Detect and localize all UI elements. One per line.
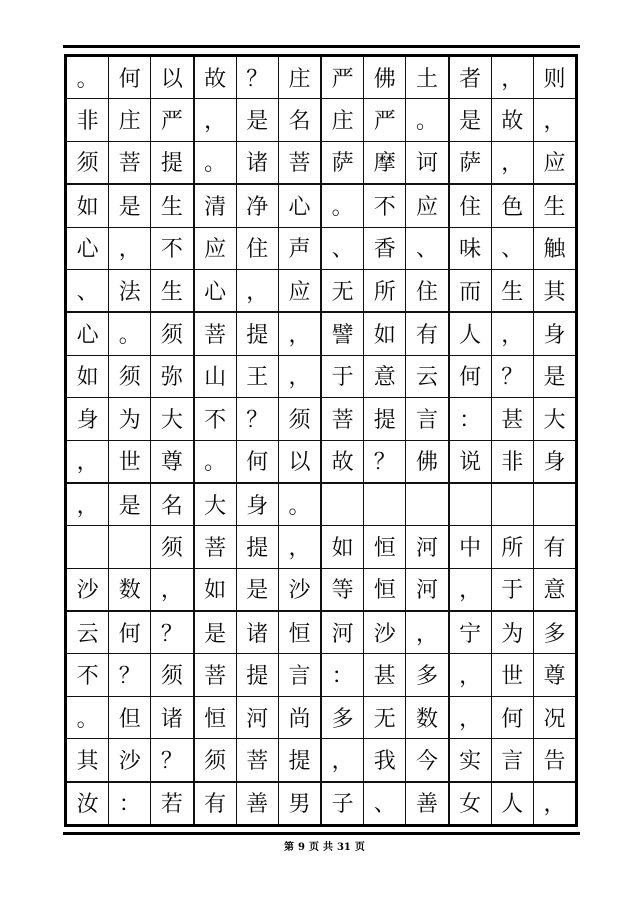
total-page-count: 31 xyxy=(336,842,351,853)
grid-cell: 言 xyxy=(492,739,534,780)
grid-cell: 多 xyxy=(322,697,364,738)
grid-cell: 身 xyxy=(237,484,279,525)
grid-cell: 何 xyxy=(109,57,151,98)
grid-cell: 河 xyxy=(237,697,279,738)
grid-cell: 是 xyxy=(195,612,237,653)
grid-cell-empty xyxy=(450,484,492,525)
grid-cell: 但 xyxy=(109,697,151,738)
grid-cell: ， xyxy=(67,441,109,482)
grid-cell: 庄 xyxy=(279,57,322,98)
grid-cell: 故 xyxy=(195,57,237,98)
grid-cell: 沙 xyxy=(364,612,406,653)
grid-cell: 严 xyxy=(151,99,194,140)
grid-cell: 生 xyxy=(151,270,194,311)
grid-cell: 沙 xyxy=(279,569,322,610)
grid-cell: 提 xyxy=(237,654,279,695)
grid-cell: 提 xyxy=(237,526,279,567)
grid-row xyxy=(67,313,575,355)
grid-cell: 以 xyxy=(151,57,194,98)
grid-cell: 云 xyxy=(406,356,449,397)
grid-cell: 、 xyxy=(364,783,406,824)
grid-cell: ， xyxy=(450,569,492,610)
grid-row xyxy=(67,654,575,696)
grid-cell: 。 xyxy=(67,697,109,738)
grid-cell: 。 xyxy=(67,57,109,98)
grid-cell: 如 xyxy=(195,569,237,610)
grid-cell: 意 xyxy=(543,578,566,604)
current-page-number: 9 xyxy=(298,842,305,853)
grid-cell: ， xyxy=(543,792,566,818)
grid-cell: ？ xyxy=(237,57,279,98)
grid-row xyxy=(67,739,575,782)
grid-cell: 如 xyxy=(67,356,109,397)
grid-cell: 人 xyxy=(492,783,534,824)
grid-cell: 严 xyxy=(364,99,406,140)
grid-cell-empty xyxy=(364,484,406,525)
grid-cell: 声 xyxy=(279,228,322,269)
grid-cell: 多 xyxy=(406,654,449,695)
grid-cell: ？ xyxy=(109,654,151,695)
grid-row xyxy=(67,57,575,99)
grid-cell: 是 xyxy=(237,569,279,610)
grid-cell: 何 xyxy=(450,356,492,397)
grid-cell: ？ xyxy=(151,739,194,780)
grid-cell: 山 xyxy=(195,356,237,397)
grid-cell: 诃 xyxy=(406,142,449,183)
grid-cell: 须 xyxy=(109,356,151,397)
grid-cell: 菩 xyxy=(322,398,364,439)
grid-cell: 菩 xyxy=(195,526,237,567)
grid-cell: ？ xyxy=(151,612,194,653)
grid-cell: ， xyxy=(492,313,534,354)
grid-cell: 恒 xyxy=(364,569,406,610)
grid-cell: 应 xyxy=(195,228,237,269)
grid-cell: 恒 xyxy=(195,697,237,738)
grid-cell: 于 xyxy=(322,356,364,397)
grid-cell: 善 xyxy=(406,783,449,824)
grid-cell: 譬 xyxy=(322,313,364,354)
grid-cell: 不 xyxy=(195,398,237,439)
grid-cell-empty xyxy=(67,526,109,567)
grid-cell: 心 xyxy=(279,185,322,226)
grid-row xyxy=(67,612,575,654)
grid-cell: 土 xyxy=(406,57,449,98)
page-footer xyxy=(284,842,365,854)
grid-cell: ， xyxy=(279,313,322,354)
grid-cell: 心 xyxy=(195,270,237,311)
grid-cell: 须 xyxy=(279,398,322,439)
grid-cell: 今 xyxy=(406,739,449,780)
grid-cell: ， xyxy=(195,99,237,140)
grid-cell: 。 xyxy=(279,484,322,525)
grid-cell-empty xyxy=(322,484,364,525)
grid-cell: 言 xyxy=(406,398,449,439)
grid-cell: 不 xyxy=(151,228,194,269)
grid-cell-empty xyxy=(109,526,151,567)
footer-total-prefix: 共 xyxy=(322,842,333,853)
grid-cell: 不 xyxy=(364,185,406,226)
grid-cell: 触 xyxy=(543,237,566,263)
grid-cell: 若 xyxy=(151,783,194,824)
grid-cell: 为 xyxy=(492,612,534,653)
grid-cell: 实 xyxy=(450,739,492,780)
grid-cell: 尚 xyxy=(279,697,322,738)
grid-cell: 故 xyxy=(492,99,534,140)
grid-cell-empty xyxy=(406,484,449,525)
grid-cell: 诸 xyxy=(237,142,279,183)
grid-cell: 应 xyxy=(406,185,449,226)
grid-cell: 色 xyxy=(492,185,534,226)
grid-cell: 应 xyxy=(543,151,566,177)
grid-cell: 非 xyxy=(67,99,109,140)
grid-cell: 故 xyxy=(322,441,364,482)
grid-cell: 甚 xyxy=(364,654,406,695)
grid-cell: 所 xyxy=(364,270,406,311)
grid-row xyxy=(67,356,575,398)
grid-cell: 是 xyxy=(109,185,151,226)
grid-cell: 人 xyxy=(450,313,492,354)
footer-suffix: 页 xyxy=(354,842,365,853)
grid-cell: 生 xyxy=(492,270,534,311)
grid-cell: 尊 xyxy=(151,441,194,482)
grid-cell: 须 xyxy=(151,654,194,695)
grid-cell: 是 xyxy=(450,99,492,140)
grid-cell: 言 xyxy=(279,654,322,695)
grid-cell: 而 xyxy=(450,270,492,311)
grid-cell: ， xyxy=(151,569,194,610)
grid-cell: 无 xyxy=(322,270,364,311)
grid-cell: 提 xyxy=(364,398,406,439)
grid-cell: 世 xyxy=(109,441,151,482)
grid-cell: 河 xyxy=(322,612,364,653)
grid-cell: ， xyxy=(450,654,492,695)
grid-row xyxy=(67,270,575,313)
grid-cell: 尊 xyxy=(543,664,566,690)
grid-cell: 其 xyxy=(67,739,109,780)
grid-cell: ： xyxy=(322,654,364,695)
grid-cell: ？ xyxy=(364,441,406,482)
grid-cell: 男 xyxy=(279,783,322,824)
grid-cell: 世 xyxy=(492,654,534,695)
grid-cell: ， xyxy=(67,484,109,525)
grid-cell: 、 xyxy=(322,228,364,269)
grid-cell: 女 xyxy=(450,783,492,824)
grid-cell: 何 xyxy=(109,612,151,653)
grid-cell: 须 xyxy=(195,739,237,780)
grid-cell: 沙 xyxy=(109,739,151,780)
grid-cell: 提 xyxy=(151,142,194,183)
grid-cell: 如 xyxy=(322,526,364,567)
grid-cell: 说 xyxy=(450,441,492,482)
grid-cell: 、 xyxy=(67,270,109,311)
grid-row xyxy=(67,228,575,270)
grid-row xyxy=(67,697,575,739)
grid-cell: 菩 xyxy=(109,142,151,183)
grid-cell: 甚 xyxy=(492,398,534,439)
bottom-rule xyxy=(63,832,580,835)
grid-cell: ： xyxy=(109,783,151,824)
footer-prefix: 第 xyxy=(284,842,294,853)
grid-cell: 。 xyxy=(406,99,449,140)
grid-cell: 。 xyxy=(109,313,151,354)
grid-cell: 则 xyxy=(543,66,566,92)
grid-cell: 宁 xyxy=(450,612,492,653)
grid-cell: 生 xyxy=(151,185,194,226)
grid-cell: ， xyxy=(406,612,449,653)
grid-cell: 萨 xyxy=(450,142,492,183)
grid-cell: 佛 xyxy=(406,441,449,482)
grid-cell: 须 xyxy=(151,526,194,567)
grid-cell: 何 xyxy=(237,441,279,482)
grid-cell: 庄 xyxy=(109,99,151,140)
grid-cell: 者 xyxy=(450,57,492,98)
grid-row xyxy=(67,185,575,227)
grid-cell: 佛 xyxy=(364,57,406,98)
grid-cell: 名 xyxy=(151,484,194,525)
grid-cell: 大 xyxy=(195,484,237,525)
grid-cell: 恒 xyxy=(279,612,322,653)
top-rule xyxy=(63,45,580,48)
practice-grid xyxy=(64,54,578,827)
grid-cell: 王 xyxy=(237,356,279,397)
grid-cell: 菩 xyxy=(237,739,279,780)
grid-cell: 须 xyxy=(151,313,194,354)
grid-cell: 我 xyxy=(364,739,406,780)
grid-row xyxy=(67,569,575,612)
grid-cell: 诸 xyxy=(237,612,279,653)
grid-cell: 为 xyxy=(109,398,151,439)
grid-cell: 子 xyxy=(322,783,364,824)
grid-cell: 有 xyxy=(406,313,449,354)
grid-cell: 住 xyxy=(237,228,279,269)
grid-cell: 等 xyxy=(322,569,364,610)
grid-cell: 庄 xyxy=(322,99,364,140)
grid-cell: ， xyxy=(109,228,151,269)
grid-cell: ， xyxy=(237,270,279,311)
grid-cell: 须 xyxy=(67,142,109,183)
grid-cell: 何 xyxy=(492,697,534,738)
grid-cell: 是 xyxy=(543,365,566,391)
grid-cell-empty xyxy=(492,484,534,525)
grid-row xyxy=(67,526,575,568)
grid-row xyxy=(67,484,575,526)
grid-row xyxy=(67,441,575,484)
grid-cell: 身 xyxy=(67,398,109,439)
footer-page-label: 页 xyxy=(308,842,319,853)
grid-cell: 香 xyxy=(364,228,406,269)
grid-cell: 、 xyxy=(406,228,449,269)
grid-cell: 心 xyxy=(67,228,109,269)
grid-cell: 菩 xyxy=(279,142,322,183)
grid-cell: 提 xyxy=(237,313,279,354)
grid-cell: ， xyxy=(450,697,492,738)
grid-cell: 恒 xyxy=(364,526,406,567)
grid-cell: ？ xyxy=(492,356,534,397)
grid-cell: 不 xyxy=(67,654,109,695)
grid-cell: 是 xyxy=(109,484,151,525)
grid-cell: 以 xyxy=(279,441,322,482)
grid-cell: 云 xyxy=(67,612,109,653)
grid-cell: 菩 xyxy=(195,313,237,354)
grid-cell: ， xyxy=(322,739,364,780)
grid-cell: 如 xyxy=(67,185,109,226)
grid-cell: 弥 xyxy=(151,356,194,397)
grid-cell: 摩 xyxy=(364,142,406,183)
grid-cell: 身 xyxy=(543,450,566,476)
grid-cell: 净 xyxy=(237,185,279,226)
grid-cell: 严 xyxy=(322,57,364,98)
grid-cell: 况 xyxy=(543,706,566,732)
grid-cell: ， xyxy=(492,57,534,98)
grid-cell: 心 xyxy=(67,313,109,354)
grid-cell: 非 xyxy=(492,441,534,482)
grid-cell: ， xyxy=(279,356,322,397)
grid-cell-empty xyxy=(534,484,575,525)
grid-cell: 所 xyxy=(492,526,534,567)
grid-cell: 萨 xyxy=(322,142,364,183)
grid-cell: 如 xyxy=(364,313,406,354)
grid-cell: 。 xyxy=(195,142,237,183)
grid-cell: 汝 xyxy=(67,783,109,824)
grid-cell: 有 xyxy=(195,783,237,824)
grid-cell: 住 xyxy=(406,270,449,311)
grid-cell: 名 xyxy=(279,99,322,140)
grid-cell: 生 xyxy=(543,194,566,220)
grid-row xyxy=(67,783,575,824)
grid-cell: 多 xyxy=(543,621,566,647)
grid-cell: 意 xyxy=(364,356,406,397)
grid-cell: ： xyxy=(450,398,492,439)
grid-cell: 提 xyxy=(279,739,322,780)
grid-cell: ？ xyxy=(237,398,279,439)
grid-cell: 是 xyxy=(237,99,279,140)
grid-cell: 于 xyxy=(492,569,534,610)
grid-cell: 告 xyxy=(543,748,566,774)
grid-cell: 应 xyxy=(279,270,322,311)
grid-cell: 河 xyxy=(406,569,449,610)
grid-cell: 大 xyxy=(543,407,566,433)
grid-cell: 数 xyxy=(109,569,151,610)
grid-cell: 住 xyxy=(450,185,492,226)
grid-cell: 善 xyxy=(237,783,279,824)
grid-row xyxy=(67,398,575,440)
grid-cell: 、 xyxy=(492,228,534,269)
grid-cell: ， xyxy=(279,526,322,567)
grid-cell: 。 xyxy=(322,185,364,226)
grid-cell: 诸 xyxy=(151,697,194,738)
grid-cell: 大 xyxy=(151,398,194,439)
grid-cell: 数 xyxy=(406,697,449,738)
grid-cell: ， xyxy=(543,109,566,135)
grid-cell: 菩 xyxy=(195,654,237,695)
grid-cell: 。 xyxy=(195,441,237,482)
grid-cell: 无 xyxy=(364,697,406,738)
grid-row xyxy=(67,99,575,141)
grid-cell: ， xyxy=(492,142,534,183)
grid-cell: 河 xyxy=(406,526,449,567)
grid-cell: 有 xyxy=(543,535,566,561)
grid-cell: 中 xyxy=(450,526,492,567)
grid-cell: 其 xyxy=(543,279,566,305)
grid-row xyxy=(67,142,575,185)
grid-cell: 清 xyxy=(195,185,237,226)
grid-cell: 身 xyxy=(543,323,566,349)
grid-cell: 味 xyxy=(450,228,492,269)
grid-cell: 沙 xyxy=(67,569,109,610)
grid-cell: 法 xyxy=(109,270,151,311)
